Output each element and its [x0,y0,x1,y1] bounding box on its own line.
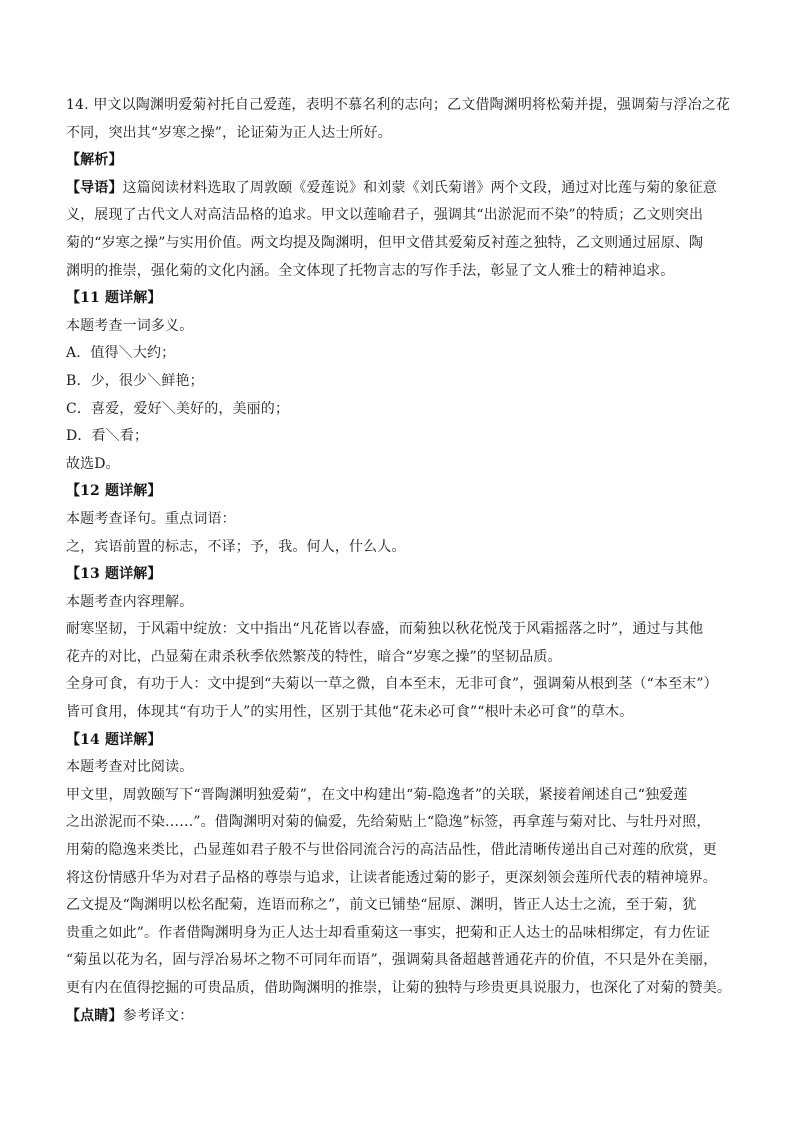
q12-label: 【12 题详解】 [66,483,162,500]
q11-answer: 故选D。 [66,455,120,472]
analysis-label: 【解析】 [66,152,123,169]
notes-heading [66,1003,740,1031]
guide-line4: 渊明的推崇，强化菊的文化内涵。全文体现了托物言志的写作手法，彰显了文人雅士的精神追求。 [66,262,675,279]
q13-line2: 耐寒坚韧，于风霜中绽放：文中指出“凡花皆以春盛，而菊独以秋花悦茂于风霜摇落之时”，通过与其他 [66,621,704,638]
q13-line3: 花卉的对比，凸显菊在肃杀秋季依然繁茂的特性，暗合“岁寒之操”的坚韧品质。 [66,648,562,665]
q14-line2: 甲文里，周敦颐写下“晋陶渊明独爱菊”，在文中构建出“菊-隐逸者”的关联，紧接着阐述自己“独爱莲 [66,786,688,803]
q12-line1: 本题考查译句。重点词语： [66,510,236,527]
q12-heading [66,478,740,506]
q14-line4: 用菊的隐逸来类比，凸显莲如君子般不与世俗同流合污的高洁品性，借此清晰传递出自己对莲的欣赏，更 [66,842,717,859]
q11-heading [66,285,740,313]
notes-label: 【点睛】 [66,1007,123,1024]
guide-line3: 菊的“岁寒之操”与实用价值。两文均提及陶渊明，但甲文借其爱菊反衬莲之独特，乙文则通过屈原、陶 [66,234,704,251]
q14-answer-line2: 不同，突出其“岁寒之操”，论证菊为正人达士所好。 [66,124,392,141]
q11-label: 【11 题详解】 [66,290,162,307]
guide-text: 这篇阅读材料选取了周敦颐《爱莲说》和刘蒙《刘氏菊谱》两个文段，通过对比莲与菊的象征意 [122,179,717,196]
guide-line2: 义，展现了古代文人对高洁品格的追求。甲文以莲喻君子，强调其“出淤泥而不染”的特质；乙文则突出 [66,207,704,224]
q13-line5: 皆可食用，体现其“有功于人”的实用性，区别于其他“花未必可食”“根叶未必可食”的草木。 [66,704,634,721]
q11-option-c: C．喜爱，爱好＼美好的，美丽的； [66,400,290,417]
q13-line4: 全身可食，有功于人：文中提到“夫菊以一草之微，自本至末，无非可食”，强调菊从根到茎（“本至末”） [66,676,718,693]
guide-line1 [66,175,740,203]
q14-line1: 本题考查对比阅读。 [66,759,194,776]
guide-label: 【导语】 [66,179,123,196]
q14-line8: “菊虽以花为名，固与浮冶易坏之物不可同年而语”，强调菊具备超越普通花卉的价值，不只是外在美丽， [66,952,718,969]
q11-option-a: A．值得＼大约； [66,345,176,362]
q14-answer-line1: 14. 甲文以陶渊明爱菊衬托自己爱莲，表明不慕名利的志向；乙文借陶渊明将松菊并提，强调菊与浮冶之花 [66,97,731,113]
q14-line9: 更有内在值得挖掘的可贵品质，借助陶渊明的推崇，让菊的独特与珍贵更具说服力，也深化了对菊的赞美。 [66,980,732,996]
document-body [66,92,740,1030]
q11-line1: 本题考查一词多义。 [66,317,194,334]
q13-heading [66,561,740,589]
q11-option-d: D．看＼看； [66,428,149,445]
q14-label: 【14 题详解】 [66,731,162,748]
q12-line2: 之，宾语前置的标志，不译；予，我。何人，什么人。 [66,538,406,555]
q14-line3: 之出淤泥而不染……”。借陶渊明对菊的偏爱，先给菊贴上“隐逸”标签，再拿莲与菊对比、与牡丹对照， [66,814,711,831]
q14-heading [66,727,740,755]
q14-line5: 将这份情感升华为对君子品格的尊崇与追求，让读者能透过菊的影子，更深刻领会莲所代表的精神境界。 [66,869,717,886]
q11-option-b: B．少，很少＼鲜艳； [66,372,204,389]
q13-label: 【13 题详解】 [66,566,162,583]
q14-line6: 乙文提及“陶渊明以松名配菊，连语而称之”，前文已铺垫“屈原、渊明，皆正人达士之流，至于菊，犹 [66,897,697,914]
q14-line7: 贵重之如此”。作者借陶渊明身为正人达士却看重菊这一事实，把菊和正人达士的品味相绑定，有力佐证 [66,924,711,941]
notes-text: 参考译文： [122,1007,194,1024]
analysis-heading [66,147,740,175]
q13-line1: 本题考查内容理解。 [66,593,194,610]
